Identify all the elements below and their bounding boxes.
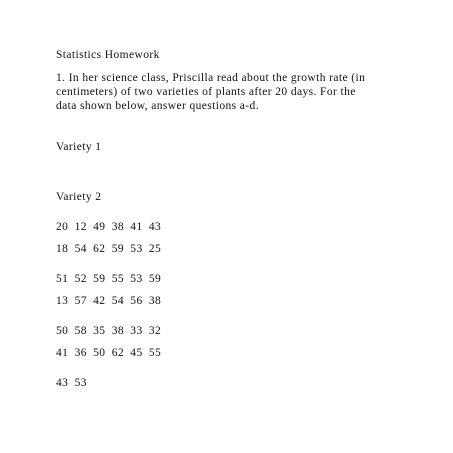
variety-1-label: Variety 1	[56, 141, 102, 153]
question-text-line-2: centimeters) of two varieties of plants after 20 days. For the	[56, 86, 356, 98]
data-row: 43 53	[56, 377, 87, 389]
data-row: 20 12 49 38 41 43	[56, 221, 162, 233]
data-row: 41 36 50 62 45 55	[56, 347, 162, 359]
data-row: 51 52 59 55 53 59	[56, 273, 162, 285]
document-title: Statistics Homework	[56, 49, 160, 61]
question-text-line-3: data shown below, answer questions a-d.	[56, 100, 259, 112]
variety-2-label: Variety 2	[56, 191, 102, 203]
data-row: 50 58 35 38 33 32	[56, 325, 162, 337]
data-row: 13 57 42 54 56 38	[56, 295, 162, 307]
data-row: 18 54 62 59 53 25	[56, 243, 162, 255]
question-text-line-1: 1. In her science class, Priscilla read about the growth rate (in	[56, 72, 366, 84]
